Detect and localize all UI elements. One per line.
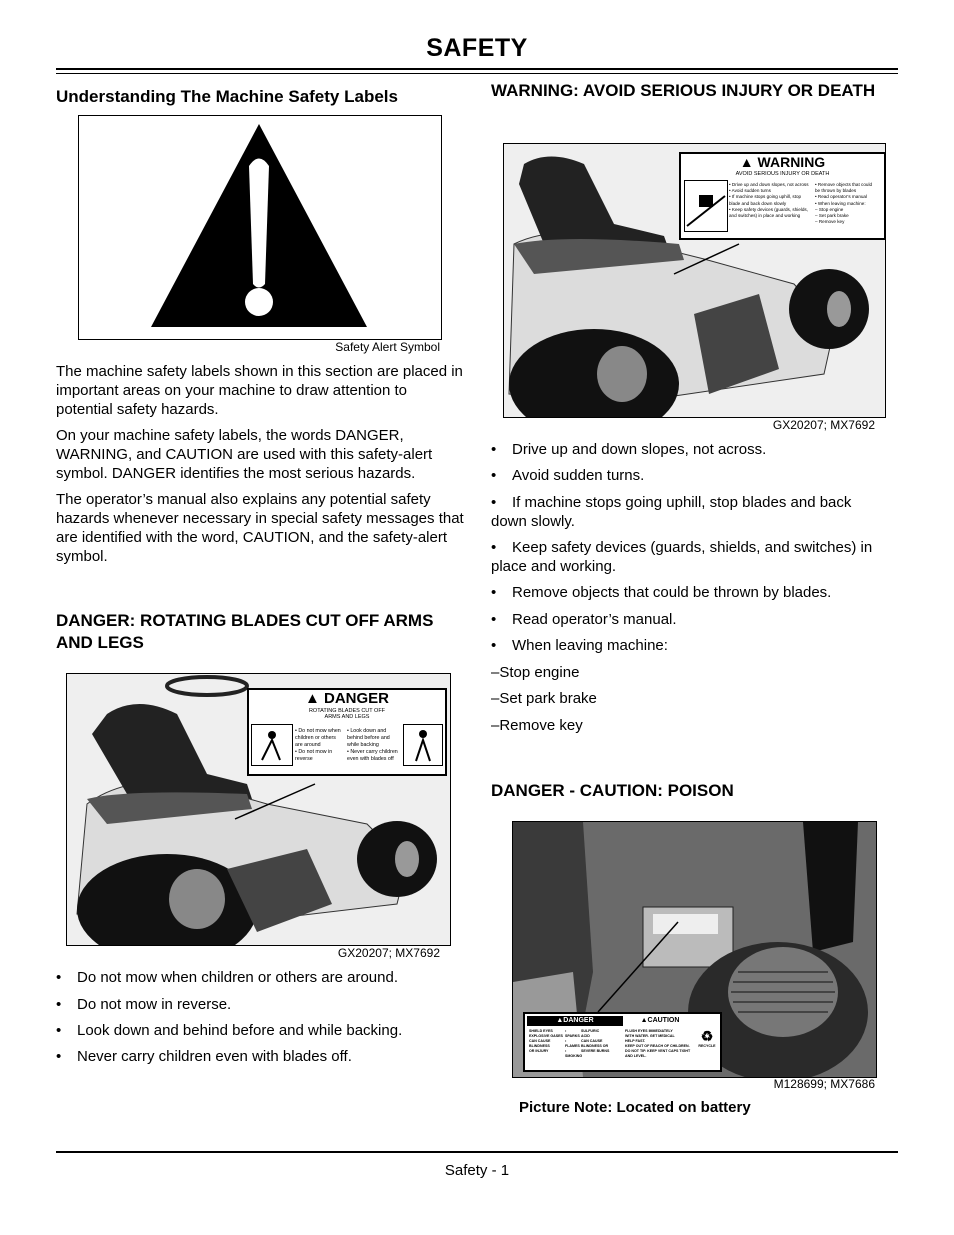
warning-triangle-icon: ▲ <box>556 1017 564 1024</box>
warning-triangle-icon: ▲ <box>640 1017 648 1024</box>
danger-decal <box>247 688 447 776</box>
footer-rule <box>56 1151 898 1153</box>
picture-note: Picture Note: Located on battery <box>519 1099 751 1116</box>
recycle-icon: ♻ <box>700 1028 714 1044</box>
list-item: • Keep safety devices (guards, shields, and switches) in place and working. <box>491 539 873 575</box>
signal-words-paragraph: On your machine safety labels, the words DANGER, WARNING, and CAUTION are used with this safety-alert symbol. DANGER identifies the most serious hazards. <box>56 427 433 482</box>
dash-item: –Remove key <box>491 717 583 734</box>
alert-symbol-caption: Safety Alert Symbol <box>335 340 440 354</box>
recycle-symbol: ♻ RECYCLE <box>698 1028 716 1048</box>
mower-danger-label-figure <box>66 673 451 946</box>
list-item: • If machine stops going uphill, stop blades and back down slowly. <box>491 494 852 530</box>
list-item: • When leaving machine: <box>491 637 668 654</box>
section-heading-serious-injury: WARNING: AVOID SERIOUS INJURY OR DEATH <box>491 81 876 100</box>
header-rule <box>56 68 898 70</box>
battery-decal-eyes: SHIELD EYES EXPLOSIVE GASES CAN CAUSE BLINDNESS OR INJURY <box>529 1029 563 1053</box>
list-item: • Read operator’s manual. <box>491 611 677 628</box>
battery-decal <box>523 1012 722 1072</box>
battery-label-figure <box>512 821 877 1078</box>
list-item: • Look down and behind before and while backing. <box>56 1022 403 1039</box>
warning-decal <box>679 152 886 240</box>
list-item: • Never carry children even with blades off. <box>56 1048 352 1065</box>
intro-paragraph: The machine safety labels shown in this section are placed in important areas on your machine to draw attention to potential safety hazards. <box>56 363 463 418</box>
slope-pictogram-icon <box>684 180 728 232</box>
safety-alert-figure <box>78 115 442 340</box>
child-pictogram-icon <box>403 724 443 766</box>
mower-warning-label-figure <box>503 143 886 418</box>
warning-decal-title: WARNING <box>757 154 826 170</box>
page-title: SAFETY <box>426 34 528 62</box>
section-heading-poison: DANGER - CAUTION: POISON <box>491 781 734 800</box>
warning-triangle-icon: ▲ <box>304 690 320 707</box>
warning-decal-header <box>681 154 884 171</box>
list-item: • Remove objects that could be thrown by blades. <box>491 584 832 601</box>
serious-injury-figure-caption: GX20207; MX7692 <box>772 418 875 432</box>
battery-decal-fire: • SPARKS • FLAMES • SMOKING <box>565 1029 583 1058</box>
section-heading-safety-labels: Understanding The Machine Safety Labels <box>56 87 398 106</box>
operator-manual-paragraph: The operator’s manual also explains any potential safety hazards whenever necessary in special safety messages that are identified with the word, CAUTION, and the safety-alert symbol. <box>56 491 464 565</box>
page-number: Safety - 1 <box>444 1162 510 1179</box>
danger-decal-column-a: • Do not mow when children or others are around • Do not mow in reverse <box>295 728 341 762</box>
danger-decal-column-b: • Look down and behind before and while backing • Never carry children even with blades off <box>347 728 398 762</box>
list-item: • Do not mow in reverse. <box>56 996 232 1013</box>
header-rule-thin <box>56 73 898 74</box>
dash-item: –Set park brake <box>491 690 597 707</box>
dash-item: –Stop engine <box>491 664 580 681</box>
list-item: • Drive up and down slopes, not across. <box>491 441 767 458</box>
poison-figure-caption: M128699; MX7686 <box>773 1077 875 1091</box>
danger-decal-title: DANGER <box>324 690 390 707</box>
warning-decal-subtitle: AVOID SERIOUS INJURY OR DEATH <box>735 171 830 177</box>
battery-decal-first-aid: FLUSH EYES IMMEDIATELY WITH WATER. GET MEDICAL HELP FAST. KEEP OUT OF REACH OF CHILDREN. DO NOT TIP. KEEP VENT CAPS TIGHT AND LEVEL. <box>625 1029 691 1058</box>
warning-triangle-icon: ▲ <box>739 154 754 170</box>
list-item: • Do not mow when children or others are around. <box>56 969 399 986</box>
battery-decal-caution-header: ▲CAUTION <box>640 1017 680 1024</box>
section-heading-rotating-blades: DANGER: ROTATING BLADES CUT OFF ARMS AND LEGS <box>56 611 434 652</box>
list-item: • Avoid sudden turns. <box>491 467 645 484</box>
battery-decal-acid: SULFURIC ACID CAN CAUSE BLINDNESS OR SEVERE BURNS <box>581 1029 610 1053</box>
operator-pictogram-icon <box>251 724 293 766</box>
danger-decal-header <box>249 690 445 708</box>
battery-decal-danger-header: ▲DANGER <box>527 1016 623 1026</box>
safety-alert-triangle-icon <box>79 116 441 339</box>
warning-decal-column-a: • Drive up and down slopes, not across • Avoid sudden turns • If machine stops going uphill, stop blade and back down slowly • Keep safety devices (guards, shields, and switches) in place and working <box>729 182 809 219</box>
rotating-blades-figure-caption: GX20207; MX7692 <box>337 946 440 960</box>
danger-decal-subtitle: ROTATING BLADES CUT OFF ARMS AND LEGS <box>308 708 386 720</box>
warning-decal-column-b: • Remove objects that could be thrown by blades • Read operator’s manual • When leaving machine: – Stop engine – Set park brake – Remove key <box>815 182 873 225</box>
